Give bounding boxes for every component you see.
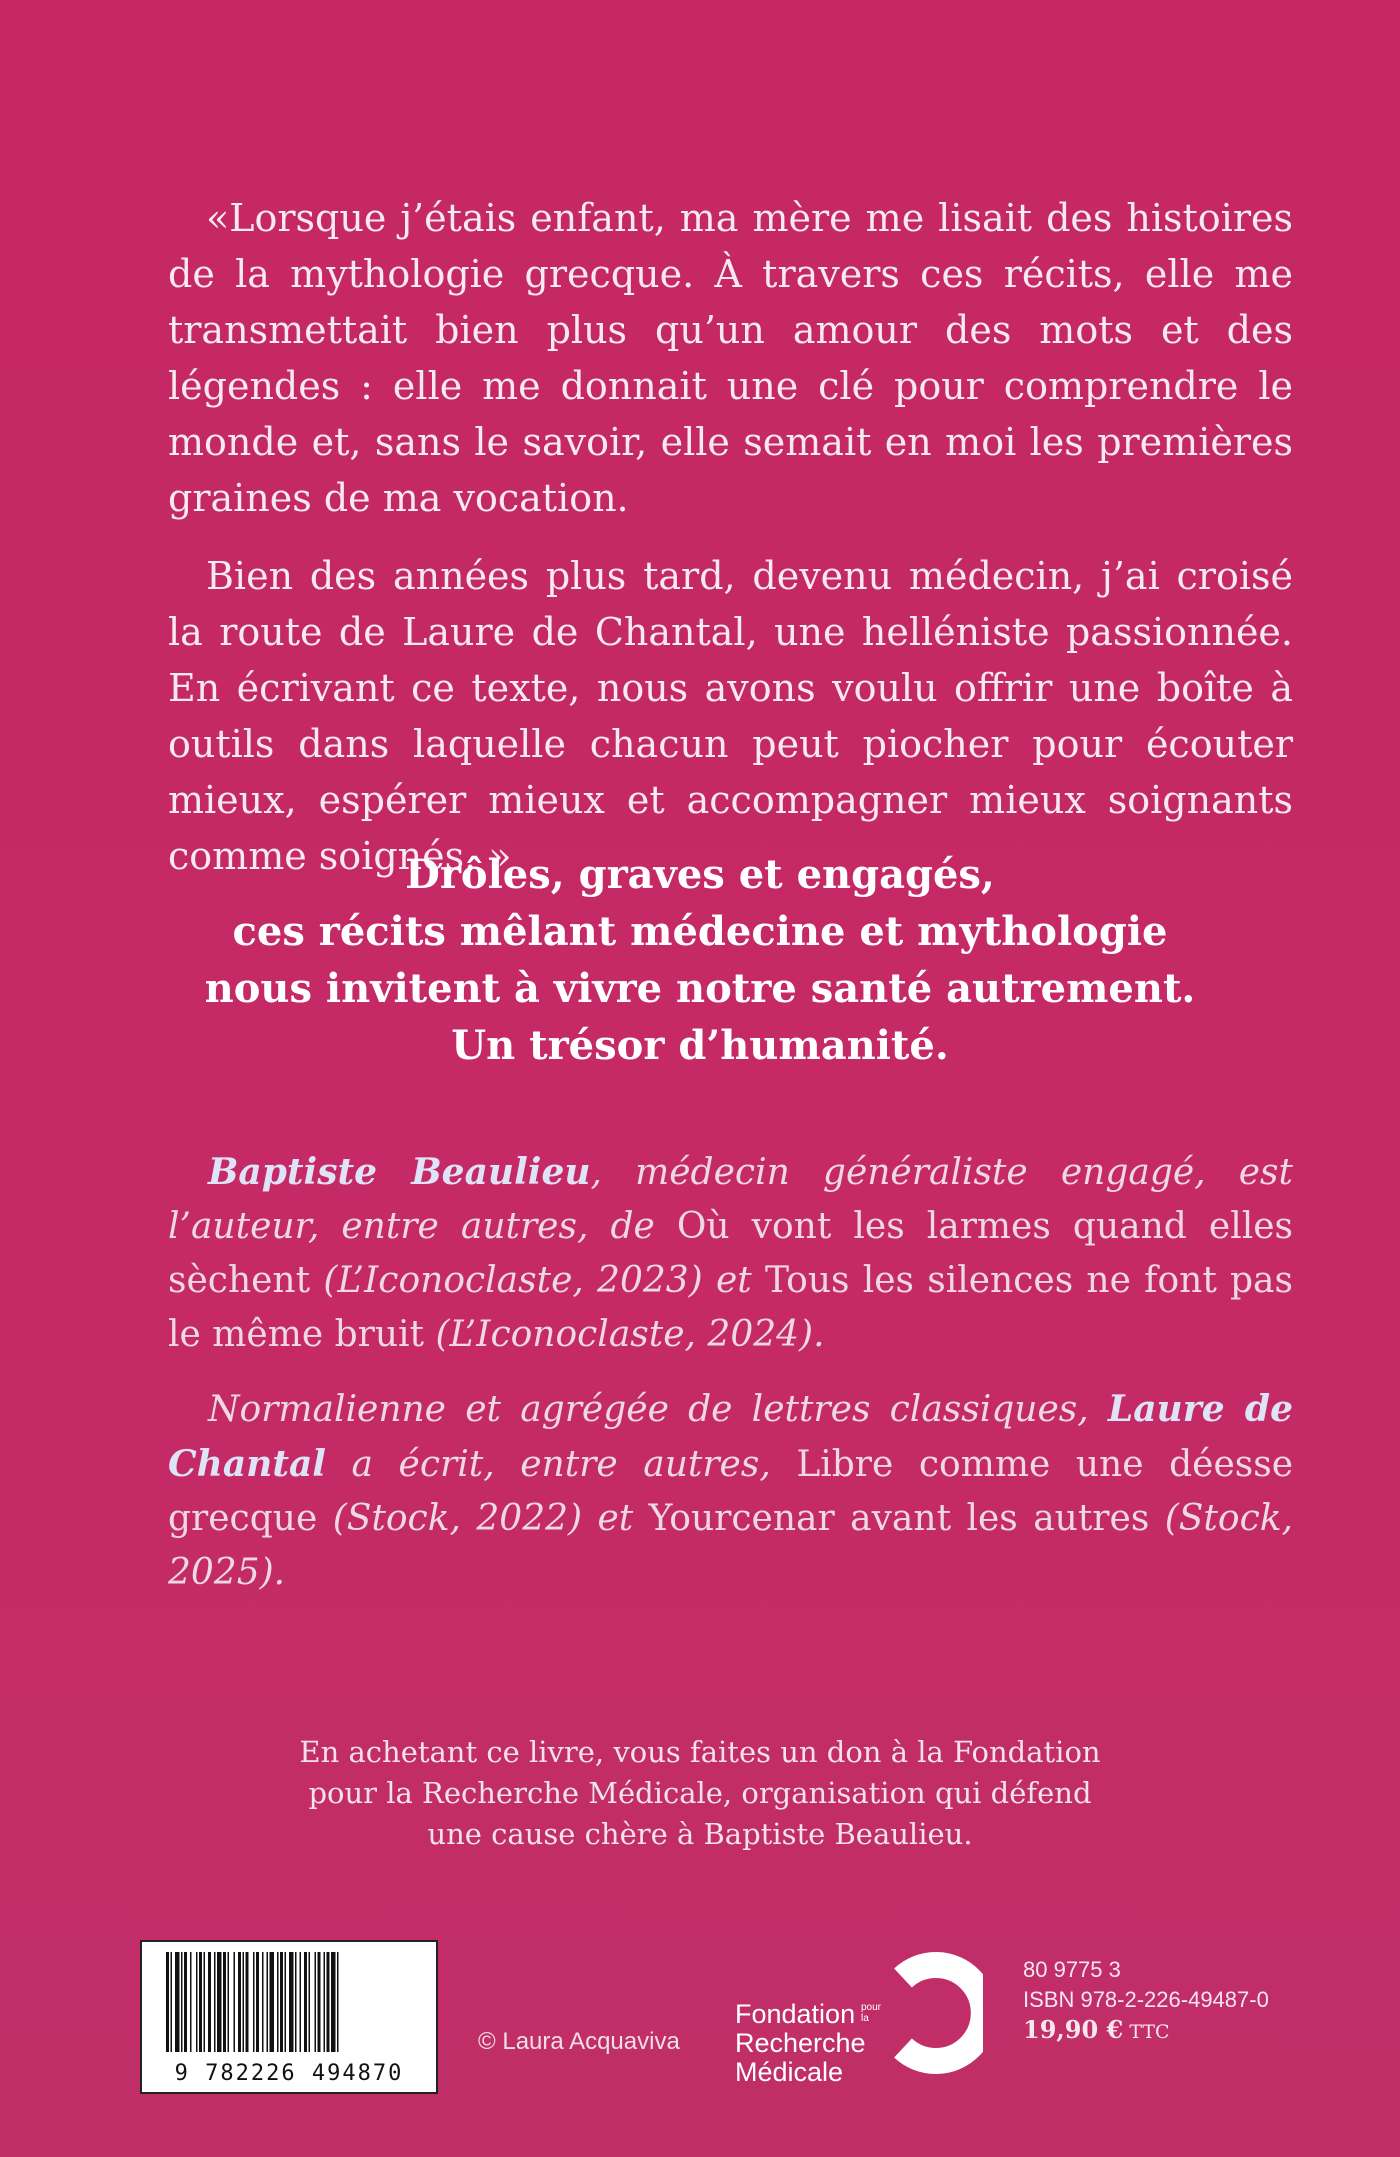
donation-line-3: une cause chère à Baptiste Beaulieu. [427,1817,973,1851]
barcode [140,1940,438,2094]
barcode-bar [262,1952,264,2052]
author-name: Laure de Chantal [168,1388,1293,1485]
foundation-line-1: Fondation [735,1999,856,2029]
barcode-bar [318,1952,321,2052]
bio-baptiste-beaulieu [168,1145,1293,1362]
bio-laure-de-chantal [168,1382,1293,1600]
foundation-ring-icon [885,1948,983,2078]
price-line [1023,2015,1283,2047]
barcode-bar [223,1952,226,2052]
barcode-bar [234,1952,236,2052]
quote-paragraph-1: «Lorsque j’étais enfant, ma mère me lisait des histoires de la mythologie grecque. À travers ces récits, elle me transmettait bien plus qu’un amour des mots et des légendes : elle me donnait une clé pour comprendre le monde et, sans le savoir, elle semait en moi les premières graines de ma vocation. [168,196,1293,520]
book-title: Yourcenar avant les autres [648,1498,1150,1539]
barcode-bar [304,1952,307,2052]
bio-text: a écrit, entre autres, [325,1444,797,1485]
barcode-bar [331,1952,336,2052]
barcode-bar [324,1952,326,2052]
barcode-bar [204,1952,206,2052]
barcode-bar [289,1952,294,2052]
barcode-bar [214,1952,216,2052]
barcode-bar [171,1952,173,2052]
quote-paragraph-2: Bien des années plus tard, devenu médecin, j’ai croisé la route de Laure de Chantal, une helléniste passionnée. En écrivant ce texte, nous avons voulu offrir une boîte à outils dans laquelle chacun peut piocher pour écouter mieux, espérer mieux et accompagner mieux soignants comme soignés. » [168,554,1293,878]
author-name: Baptiste Beaulieu [208,1151,591,1193]
bio-text: (L’Iconoclaste, 2023) et [310,1260,765,1301]
barcode-bar [309,1952,311,2052]
foundation-name [735,2000,866,2087]
barcode-bar [277,1952,279,2052]
price: 19,90 € [1023,2015,1124,2044]
tagline-line-3: nous invitent à vivre notre santé autrement. [204,965,1196,1012]
barcode-bar [327,1952,330,2052]
barcode-bar [256,1952,259,2052]
author-quote [168,190,1293,884]
barcode-bar [246,1952,249,2052]
book-title: Libre comme une déesse grecque [168,1444,1293,1539]
barcode-bar [280,1952,283,2052]
donation-line-1: En achetant ce livre, vous faites un don à la Fondation [299,1735,1101,1769]
product-info [1023,1955,1283,2047]
barcode-bars [142,1942,436,2062]
tagline-line-4: Un trésor d’humanité. [451,1022,949,1069]
bio-text: (Stock, 2022) et [317,1498,649,1539]
donation-line-2: pour la Recherche Médicale, organisation qui défend [308,1776,1092,1810]
barcode-bar [238,1952,241,2052]
barcode-bar [285,1952,287,2052]
bio-text: (Stock, 2025). [168,1498,1293,1593]
barcode-bar [270,1952,275,2052]
price-ttc: TTC [1129,2021,1170,2043]
barcode-bar [196,1952,198,2052]
photo-credit: © Laura Acquaviva [478,2028,680,2055]
foundation-small-text [861,2002,881,2024]
barcode-bar [267,1952,269,2052]
foundation-line-2: Recherche [735,2028,866,2058]
barcode-bar [190,1952,192,2052]
foundation-logo [735,1948,980,2088]
barcode-bar [181,1952,183,2052]
barcode-bar [175,1952,180,2052]
book-title: Tous les silences ne font pas le même bruit [168,1260,1293,1355]
tagline-line-2: ces récits mêlant médecine et mythologie [232,908,1168,955]
barcode-bar [315,1952,317,2052]
foundation-line-3: Médicale [735,2057,844,2087]
barcode-bar [199,1952,202,2052]
barcode-bar [166,1952,169,2052]
barcode-bar [295,1952,297,2052]
barcode-bar [208,1952,211,2052]
foundation-small-2: la [861,2013,869,2024]
barcode-number: 9 782226 494870 [174,2061,404,2086]
barcode-bar [228,1952,230,2052]
barcode-bar [253,1952,255,2052]
foundation-small-1: pour [861,2002,882,2013]
bio-text: , médecin généraliste engagé, est l’auteur, entre autres, de [168,1152,1293,1247]
isbn: ISBN 978-2-226-49487-0 [1023,1987,1269,2012]
barcode-bar [337,1952,339,2052]
barcode-bar [184,1952,187,2052]
tagline [0,846,1400,1074]
barcode-bar [300,1952,302,2052]
bio-text: (L’Iconoclaste, 2024). [424,1314,825,1355]
bio-text: Normalienne et agrégée de lettres classiques, [208,1389,1108,1430]
author-bios [168,1145,1293,1600]
barcode-bar [243,1952,245,2052]
tagline-line-1: Drôles, graves et engagés, [405,851,995,898]
barcode-bar [217,1952,222,2052]
donation-notice [0,1732,1400,1855]
product-code: 80 9775 3 [1023,1957,1121,1982]
book-title: Où vont les larmes quand elles sèchent [168,1206,1293,1301]
